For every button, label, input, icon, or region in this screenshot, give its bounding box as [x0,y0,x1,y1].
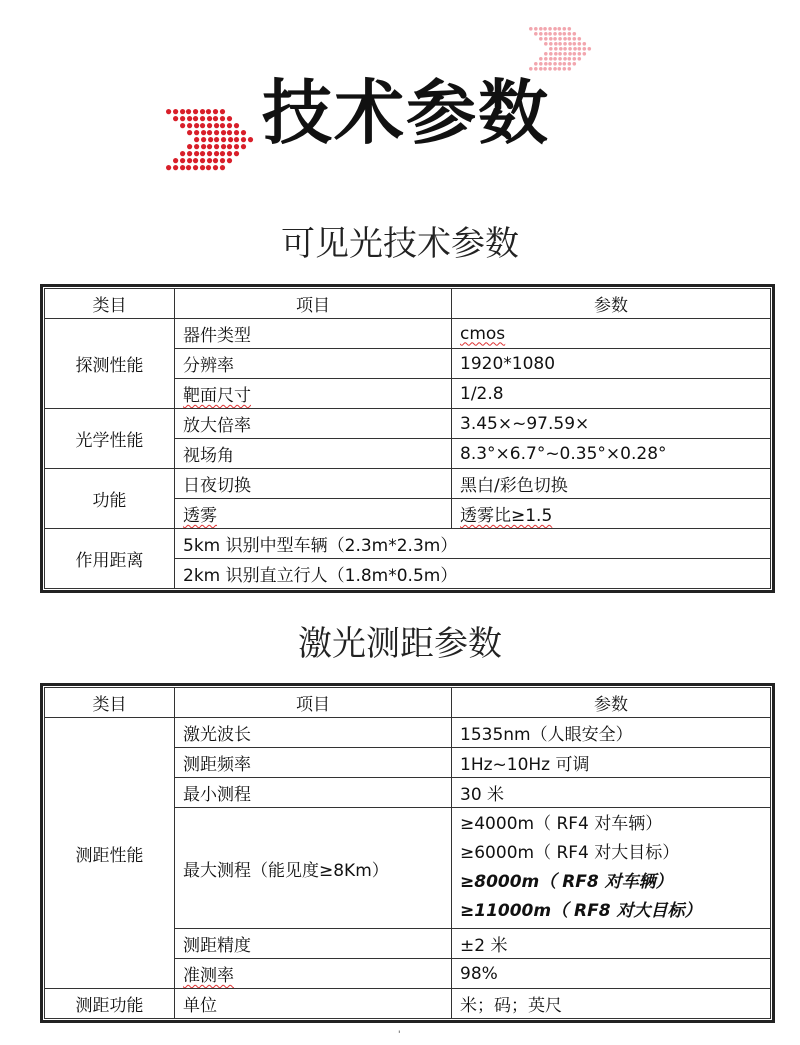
dot-mark [563,57,567,61]
dot-mark [544,62,548,66]
dot-mark [214,137,219,142]
dot-mark [554,47,558,51]
visible-light-table [40,284,775,593]
dot-mark [187,116,192,121]
dot-mark [227,116,232,121]
value-cell: ±2 米 [452,929,771,959]
dot-mark [558,42,562,46]
dot-mark [553,27,557,31]
laser-table [40,683,775,1023]
range-line: ≥4000m（ RF4 对车辆） [460,814,663,834]
page-mark: ' [398,1030,401,1040]
dot-mark [207,123,212,128]
range-line: ≥11000m（ RF8 对大目标） [460,901,702,921]
item-cell [175,379,452,409]
dot-mark [200,109,205,114]
dot-mark [558,62,562,66]
dot-mark [241,130,246,135]
value-cell: 8.3°×6.7°~0.35°×0.28° [452,439,771,469]
range-line: ≥6000m（ RF4 对大目标） [460,843,680,863]
dot-mark [220,109,225,114]
dot-mark [166,165,171,170]
dot-mark [543,27,547,31]
dot-mark [187,151,192,156]
dot-mark [201,144,206,149]
dot-mark [549,37,553,41]
dot-mark [187,144,192,149]
dot-mark [227,144,232,149]
dot-mark [553,37,557,41]
dot-mark [568,62,572,66]
header-item: 项目 [175,289,452,319]
dot-mark [173,165,178,170]
dot-mark [248,137,253,142]
table-row [45,469,771,499]
category-range: 作用距离 [45,529,175,589]
value-cell: 98% [452,959,771,989]
item-cell: 激光波长 [175,718,452,748]
item-cell: 最小测程 [175,778,452,808]
value-cell: 1920*1080 [452,349,771,379]
dot-mark [220,158,225,163]
dot-mark [563,52,567,56]
dot-mark [559,47,563,51]
dot-mark [186,165,191,170]
dot-mark [568,52,572,56]
dot-mark [553,62,557,66]
dot-mark [573,62,577,66]
dot-mark [548,32,552,36]
dot-mark [207,144,212,149]
dot-mark [534,62,538,66]
dot-mark [193,116,198,121]
dot-mark [558,52,562,56]
page-title: 技术参数 [262,72,550,154]
dot-mark [544,52,548,56]
dot-mark [227,151,232,156]
dot-mark [234,130,239,135]
dot-mark [573,32,577,36]
dot-mark [194,151,199,156]
dot-mark [180,151,185,156]
category-ranging-func: 测距功能 [45,989,175,1019]
dot-mark [539,57,543,61]
dot-mark [548,62,552,66]
dot-mark [213,116,218,121]
dot-mark [578,47,582,51]
dot-mark [227,130,232,135]
dot-mark [166,109,171,114]
category-ranging-perf: 测距性能 [45,718,175,989]
dot-mark [549,57,553,61]
dot-mark [180,165,185,170]
dot-mark [200,158,205,163]
dot-mark [539,37,543,41]
table-header-row [45,289,771,319]
visible-light-title: 可见光技术参数 [281,224,519,264]
item-text: 透雾 [183,506,217,526]
table-row [45,529,771,559]
item-cell: 单位 [175,989,452,1019]
dot-mark [187,123,192,128]
dot-mark [544,57,548,61]
dot-mark [544,42,548,46]
table-row [45,409,771,439]
dot-mark [187,158,192,163]
dot-mark [568,42,572,46]
dot-mark [563,47,567,51]
dot-mark [214,151,219,156]
dot-mark [180,116,185,121]
dot-mark [558,37,562,41]
laser-title: 激光测距参数 [298,624,502,664]
dot-mark [558,57,562,61]
item-text: 靶面尺寸 [183,386,251,406]
value-text: cmos [460,323,506,344]
dot-mark [529,27,533,31]
range-cell: 5km 识别中型车辆（2.3m*2.3m） [175,529,771,559]
header-value: 参数 [452,289,771,319]
dot-mark [227,158,232,163]
dot-mark [578,37,582,41]
dot-mark [234,137,239,142]
dot-mark [201,137,206,142]
value-cell [452,499,771,529]
dot-mark [549,52,553,56]
header-category: 类目 [45,688,175,718]
item-cell: 视场角 [175,439,452,469]
dot-mark [228,137,233,142]
dot-mark [588,47,592,51]
dot-mark [563,27,567,31]
dot-mark [554,42,558,46]
dot-mark [573,52,577,56]
dot-mark [173,109,178,114]
item-cell: 放大倍率 [175,409,452,439]
dot-mark [563,32,567,36]
dot-mark [549,42,553,46]
dot-mark [573,37,577,41]
dot-mark [194,130,199,135]
category-optical: 光学性能 [45,409,175,469]
dot-mark [583,47,587,51]
dot-mark [180,158,185,163]
dot-mark [563,67,567,71]
dot-mark [193,165,198,170]
dot-mark [200,116,205,121]
dot-mark [201,130,206,135]
dot-mark [573,42,577,46]
dot-mark [207,158,212,163]
dot-mark [549,47,553,51]
dot-mark [553,67,557,71]
dot-mark [241,144,246,149]
dot-mark [573,47,577,51]
table-header-row [45,688,771,718]
dot-mark [227,123,232,128]
dot-mark [173,158,178,163]
dot-mark [539,32,543,36]
dot-mark [194,137,199,142]
dot-mark [544,37,548,41]
dot-mark [553,57,557,61]
dot-mark [207,116,212,121]
dot-mark [213,165,218,170]
value-cell: 3.45×~97.59× [452,409,771,439]
item-text: 准测率 [183,966,234,986]
dot-mark [200,165,205,170]
dot-mark [534,27,538,31]
dot-mark [207,151,212,156]
value-cell: 黑白/彩色切换 [452,469,771,499]
dot-mark [234,151,239,156]
item-cell: 分辨率 [175,349,452,379]
value-text: 透雾比≥1.5 [460,506,553,526]
dot-mark [568,32,572,36]
dot-mark [568,67,572,71]
dot-mark [534,32,538,36]
dot-mark [563,62,567,66]
dot-mark [213,158,218,163]
dot-mark [186,109,191,114]
item-cell: 日夜切换 [175,469,452,499]
table-row [45,319,771,349]
dot-mark [221,144,226,149]
dot-mark [173,116,178,121]
dot-mark [180,123,185,128]
dot-mark [544,32,548,36]
range-cell: 2km 识别直立行人（1.8m*0.5m） [175,559,771,589]
dot-mark [206,109,211,114]
table-row [45,989,771,1019]
dot-mark [241,137,246,142]
dot-mark [558,27,562,31]
dot-mark [200,151,205,156]
dot-mark [220,123,225,128]
title-dot-arrow-icon [165,108,270,172]
dot-mark [214,130,219,135]
value-cell [452,319,771,349]
header-category: 类目 [45,289,175,319]
dot-mark [234,123,239,128]
header-value: 参数 [452,688,771,718]
range-line: ≥8000m（ RF8 对车辆） [460,872,673,892]
dot-mark [578,52,582,56]
value-cell: 米；码；英尺 [452,989,771,1019]
dot-mark [200,123,205,128]
value-cell: 1Hz~10Hz 可调 [452,748,771,778]
item-cell [175,959,452,989]
value-cell: 30 米 [452,778,771,808]
value-cell: 1535nm（人眼安全） [452,718,771,748]
category-function: 功能 [45,469,175,529]
dot-mark [193,158,198,163]
header-item: 项目 [175,688,452,718]
dot-mark [206,165,211,170]
dot-mark [234,144,239,149]
top-right-dot-arrow-icon [528,26,608,74]
dot-mark [558,32,562,36]
dot-mark [208,137,213,142]
dot-mark [194,123,199,128]
dot-mark [213,109,218,114]
dot-mark [539,27,543,31]
dot-mark [568,27,572,31]
dot-mark [583,52,587,56]
dot-mark [187,130,192,135]
dot-mark [568,47,572,51]
dot-mark [207,130,212,135]
dot-mark [558,67,562,71]
dot-mark [221,137,226,142]
dot-mark [573,57,577,61]
item-cell: 最大测程（能见度≥8Km） [175,808,452,929]
dot-mark [568,57,572,61]
item-cell: 测距精度 [175,929,452,959]
table-row [45,718,771,748]
dot-mark [539,62,543,66]
dot-mark [578,57,582,61]
dot-mark [568,37,572,41]
dot-mark [553,32,557,36]
dot-mark [554,52,558,56]
dot-mark [578,42,582,46]
item-cell [175,499,452,529]
dot-mark [180,109,185,114]
dot-mark [194,144,199,149]
dot-mark [221,130,226,135]
dot-mark [548,27,552,31]
dot-mark [563,42,567,46]
dot-mark [193,109,198,114]
dot-mark [563,37,567,41]
dot-mark [214,144,219,149]
dot-mark [214,123,219,128]
dot-mark [220,165,225,170]
item-cell: 测距频率 [175,748,452,778]
dot-mark [220,151,225,156]
item-cell: 器件类型 [175,319,452,349]
dot-mark [583,42,587,46]
category-detect: 探测性能 [45,319,175,409]
value-cell [452,808,771,929]
value-cell: 1/2.8 [452,379,771,409]
dot-mark [220,116,225,121]
